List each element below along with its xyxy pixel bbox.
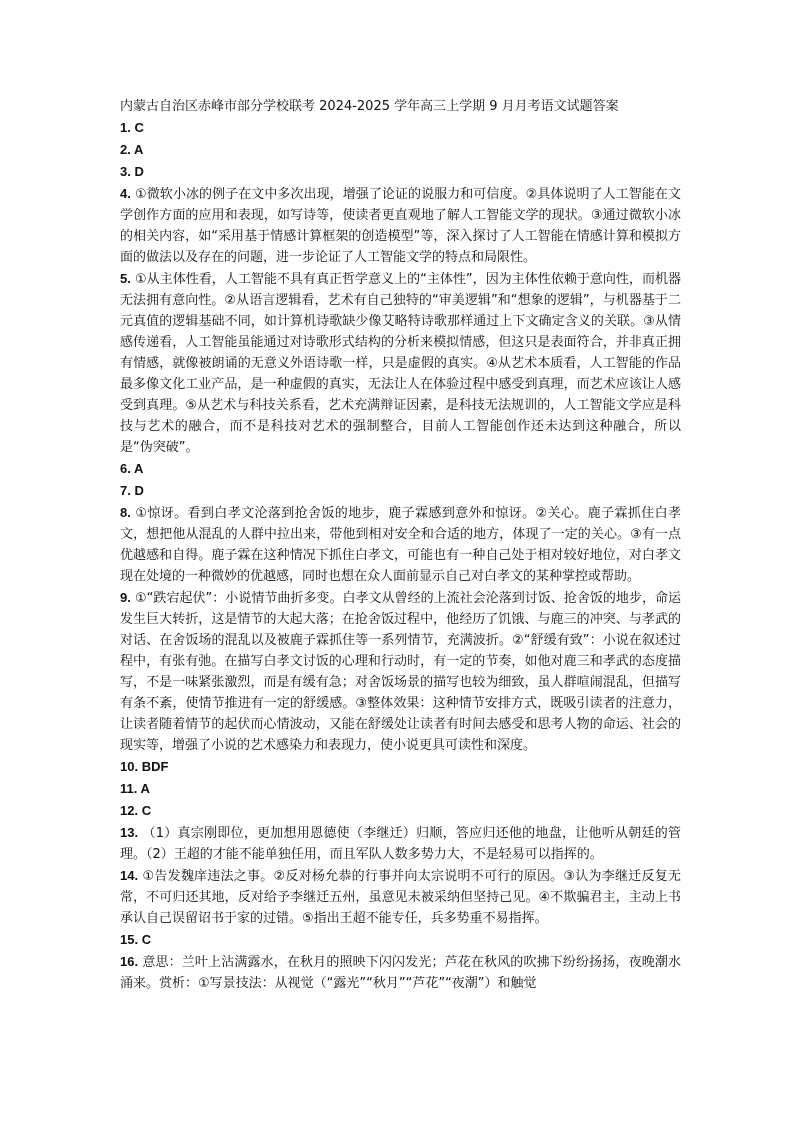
- item-text: C: [138, 803, 152, 818]
- answer-item-14: [120, 865, 681, 929]
- item-text: A: [137, 781, 150, 796]
- answer-item-6: [120, 458, 681, 480]
- item-text: （1）真宗刚即位，更加想用恩德使（李继迁）归顺，答应归还他的地盘，让他听从朝廷的管理。（2）王超的才能不能单独任用，而且军队人数多势力大，不是轻易可以指挥的。: [120, 826, 681, 862]
- answer-item-11: [120, 778, 681, 800]
- item-text: A: [130, 142, 144, 157]
- item-number: 13.: [120, 825, 139, 840]
- item-text: ①惊讶。看到白孝文沦落到抢舍饭的地步，鹿子霖感到意外和惊讶。②关心。鹿子霖抓住白孝文，想把他从混乱的人群中拉出来，带他到相对安全和合适的地方，体现了一定的关心。③有一点优越感和自得。鹿子霖在这种情况下抓住白孝文，可能也有一种自己处于相对较好地位，对白孝文现在处境的一种微妙的优越感，同时也想在众人面前显示自己对白孝文的某种掌控或帮助。: [120, 506, 681, 584]
- item-text: ①从主体性看，人工智能不具有真正哲学意义上的“主体性”，因为主体性依赖于意向性，而机器无法拥有意向性。②从语言逻辑看，艺术有自己独特的“审美逻辑”和“想象的逻辑”，与机器基于二元真值的逻辑基础不同，如计算机诗歌缺少像艾略特诗歌那样通过上下文确定含义的关联。③从情感传递看，人工智能虽能通过对诗歌形式结构的分析来模拟情感，但这只是表面符合，并非真正拥有情感，就像被朗诵的无意义外语诗歌一样，只是虚假的真实。④从艺术本质看，人工智能的作品最多像文化工业产品，是一种虚假的真实，无法让人在体验过程中感受到真理，而艺术应该让人感受到真理。⑤从艺术与科技关系看，艺术充满辩证因素，是科技无法规训的，人工智能文学应是科技与艺术的融合，而不是科技对艺术的强制整合，目前人工智能创作还未达到这种融合，所以是“伪突破”。: [120, 272, 681, 455]
- item-number: 9.: [120, 590, 131, 605]
- answer-item-2: [120, 139, 681, 161]
- answer-item-15: [120, 929, 681, 951]
- answer-item-12: [120, 800, 681, 822]
- answer-item-5: [120, 268, 681, 458]
- answer-item-1: [120, 117, 681, 139]
- answer-item-10: [120, 756, 681, 778]
- item-number: 1.: [120, 120, 131, 135]
- item-number: 4.: [120, 186, 131, 201]
- item-number: 14.: [120, 868, 139, 883]
- item-number: 12.: [120, 803, 139, 818]
- item-text: A: [130, 461, 144, 476]
- answer-item-3: [120, 161, 681, 183]
- item-text: ①“跌宕起伏”：小说情节曲折多变。白孝文从曾经的上流社会沦落到讨饭、抢舍饭的地步，命运发生巨大转折，这是情节的大起大落；在抢舍饭过程中，他经历了饥饿、与鹿三的冲突、与孝武的对话、在舍饭场的混乱以及被鹿子霖抓住等一系列情节，充满波折。②“舒缓有致”：小说在叙述过程中，有张有弛。在描写白孝文讨饭的心理和行动时，有一定的节奏，如他对鹿三和孝武的态度描写，不是一味紧张激烈，而是有缓有急；对舍饭场景的描写也较为细致，虽人群喧闹混乱，但描写有条不紊，使情节推进有一定的舒缓感。③整体效果：这种情节安排方式，既吸引读者的注意力，让读者随着情节的起伏而心情波动，又能在舒缓处让读者有时间去感受和思考人物的命运、社会的现实等，增强了小说的艺术感染力和表现力，使小说更具可读性和深度。: [120, 591, 681, 753]
- item-number: 15.: [120, 932, 139, 947]
- item-text: C: [130, 120, 144, 135]
- item-text: BDF: [138, 759, 169, 774]
- item-number: 2.: [120, 142, 131, 157]
- item-text: D: [130, 164, 144, 179]
- answer-item-4: [120, 183, 681, 268]
- item-text: D: [130, 483, 144, 498]
- item-number: 3.: [120, 164, 131, 179]
- answer-item-8: [120, 502, 681, 587]
- answer-item-7: [120, 480, 681, 502]
- item-text: ①告发魏庠违法之事。②反对杨允恭的行事并向太宗说明不可行的原因。③认为李继迁反复无常，不可归还其地，反对给予李继迁五州，虽意见未被采纳但坚持己见。④不欺骗君主，主动上书承认自己误留诏书于家的过错。⑤指出王超不能专任，兵多势重不易指挥。: [120, 869, 681, 926]
- item-number: 7.: [120, 483, 131, 498]
- item-text: C: [138, 932, 152, 947]
- item-number: 5.: [120, 271, 131, 286]
- item-text: ①微软小冰的例子在文中多次出现，增强了论证的说服力和可信度。②具体说明了人工智能在文学创作方面的应用和表现，如写诗等，使读者更直观地了解人工智能文学的现状。③通过微软小冰的相关内容，如“采用基于情感计算框架的创造模型”等，深入探讨了人工智能在情感计算和模拟方面的做法以及存在的问题，进一步论证了人工智能文学的特点和局限性。: [120, 187, 681, 265]
- answer-item-16: [120, 951, 681, 994]
- answer-item-9: [120, 587, 681, 756]
- item-number: 10.: [120, 759, 139, 774]
- item-text: 意思：兰叶上沾满露水，在秋月的照映下闪闪发光；芦花在秋风的吹拂下纷纷扬扬，夜晚潮水涌来。赏析：①写景技法：从视觉（“露光”“秋月”“芦花”“夜潮”）和触觉: [120, 955, 681, 991]
- item-number: 6.: [120, 461, 131, 476]
- answer-item-13: [120, 822, 681, 865]
- item-number: 11.: [120, 781, 138, 796]
- document-title: 内蒙古自治区赤峰市部分学校联考 2024-2025 学年高三上学期 9 月月考语文试题答案: [120, 99, 619, 114]
- item-number: 8.: [120, 505, 131, 520]
- item-number: 16.: [120, 954, 139, 969]
